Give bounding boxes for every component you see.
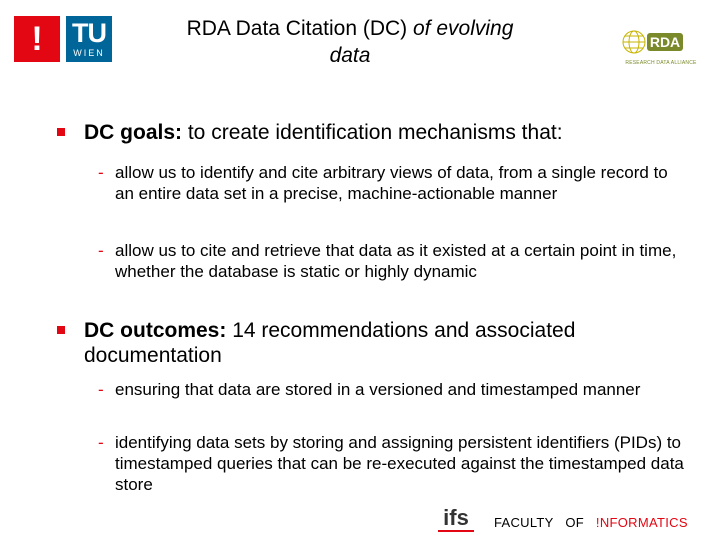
ifs-logo: [436, 499, 476, 535]
section-1-item-2-text: allow us to cite and retrieve that data as it existed at a certain point in time, whether the database is static or highly dynamic: [115, 241, 677, 281]
dash-marker: -: [98, 380, 104, 399]
faculty-word: FACULTY: [494, 515, 554, 530]
tu-logo-text: TU: [72, 18, 106, 48]
section-2-label: DC outcomes:: [84, 319, 227, 342]
ifs-logo-text: ifs: [443, 505, 469, 530]
rda-subtitle: RESEARCH DATA ALLIANCE: [625, 60, 697, 66]
section-2-item-1-text: ensuring that data are stored in a versioned and timestamped manner: [115, 380, 641, 399]
wien-logo-text: WIEN: [73, 48, 105, 58]
section-2-heading: [84, 318, 694, 368]
section-2-item-2: [98, 432, 688, 495]
section-2-item-2-text: identifying data sets by storing and assigning persistent identifiers (PIDs) to timestamped queries that can be re-executed against the timestamped data store: [115, 433, 684, 494]
rda-globe-icon: [623, 31, 645, 53]
faculty-of: OF: [565, 515, 584, 530]
section-1-text: to create identification mechanisms that:: [182, 121, 563, 144]
title-plain: RDA Data Citation (DC): [186, 17, 413, 40]
faculty-informatics: !NFORMATICS: [595, 515, 688, 530]
dash-marker: -: [98, 163, 104, 182]
faculty-label: [494, 515, 688, 530]
section-1-item-2: [98, 240, 688, 282]
dash-marker: -: [98, 241, 104, 260]
title-italic-1: of evolving: [413, 17, 514, 40]
section-1-bullet: [57, 128, 65, 136]
slide-title: [130, 15, 570, 69]
section-2-text: 14 recommendations and associated documentation: [84, 319, 576, 367]
rda-logo-text: RDA: [649, 34, 681, 50]
title-italic-2: data: [329, 44, 371, 67]
dash-marker: -: [98, 433, 104, 452]
exclamation-mark: !: [31, 20, 43, 58]
section-1-label: DC goals:: [84, 121, 183, 144]
section-2-item-1: [98, 379, 688, 400]
ifs-underline: [438, 530, 474, 532]
section-1-item-1: [98, 162, 688, 204]
tu-wien-logo: [66, 16, 112, 62]
tu-exclamation-logo: [14, 16, 60, 62]
section-2-bullet: [57, 326, 65, 334]
section-1-item-1-text: allow us to identify and cite arbitrary views of data, from a single record to an entire data set in a precise, machine-actionable manner: [115, 163, 668, 203]
section-1-heading: [84, 120, 694, 145]
